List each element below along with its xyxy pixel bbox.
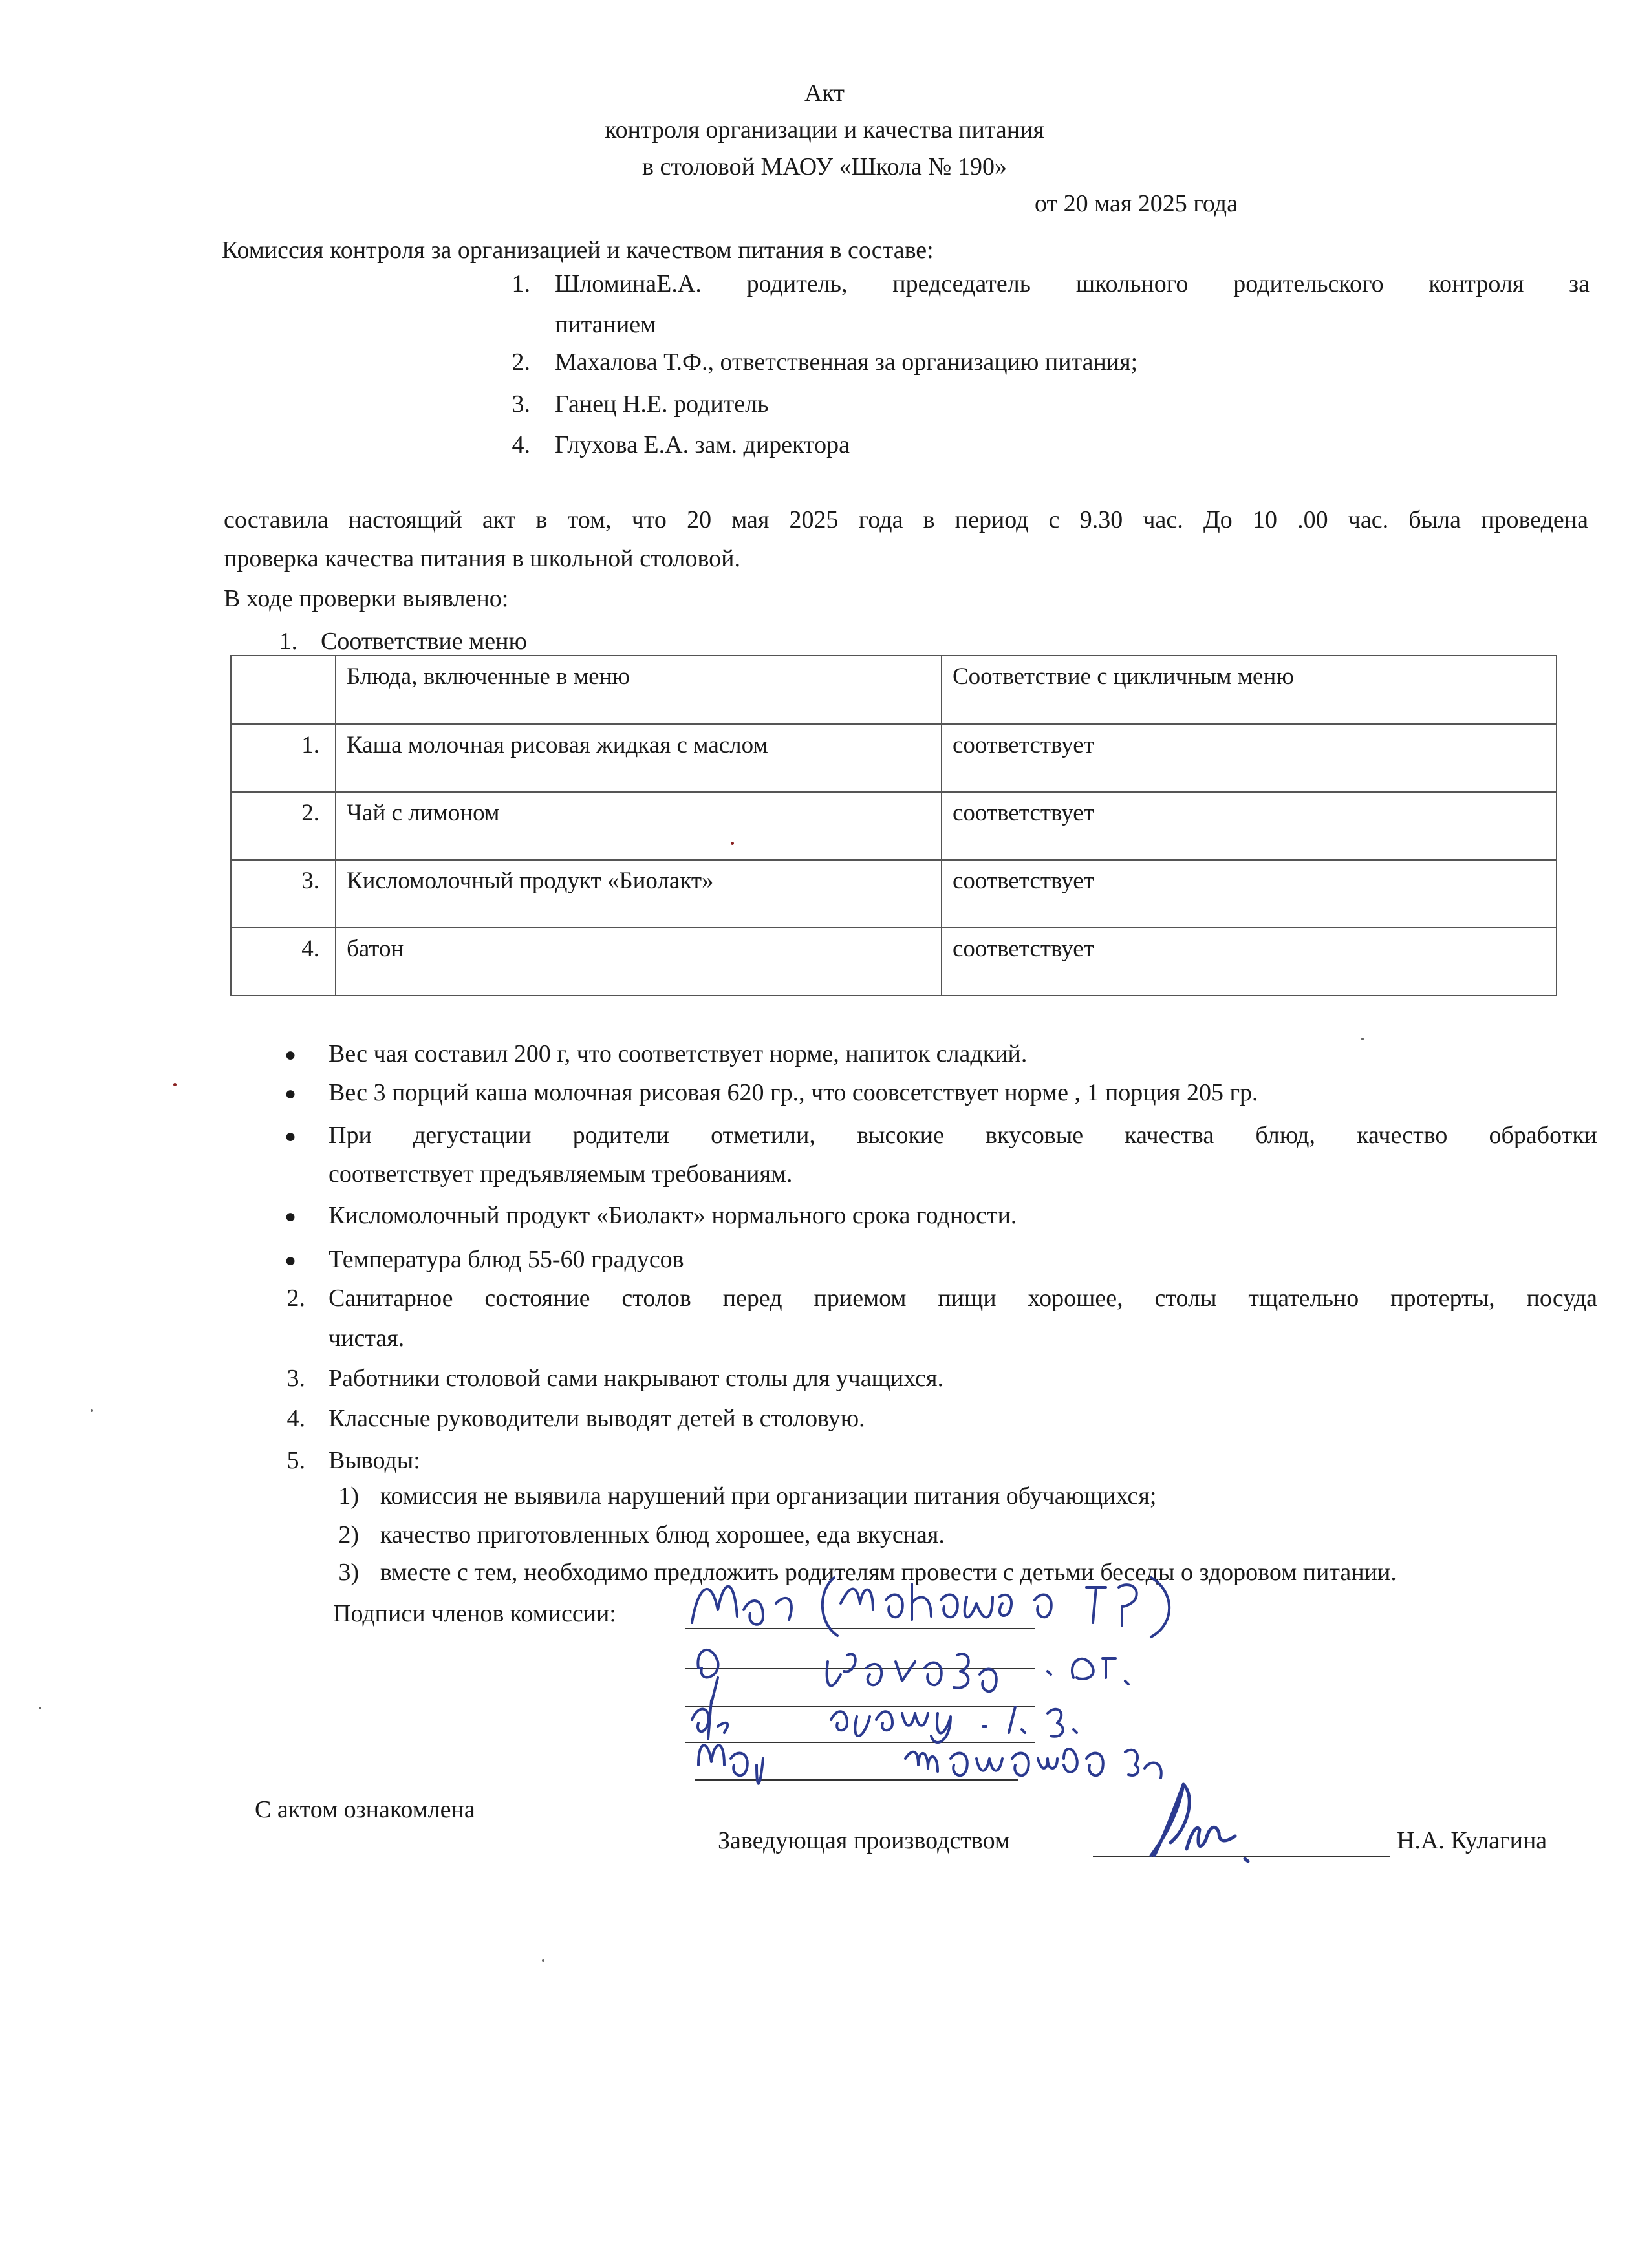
bullet-item-cont: соответствует предъявляемым требованиям. [329,1161,793,1188]
numbered-item: Санитарное состояние столов перед приемом пищи хорошее, столы тщательно протерты, посуда [329,1285,1597,1312]
numbered-item: Классные руководители выводят детей в столовую. [329,1405,865,1432]
table-row [231,928,1557,996]
table-cell-num: 3. [231,860,336,928]
table-header-row [231,656,1557,724]
document-subtitle-2: в столовой МАОУ «Школа № 190» [642,153,1007,180]
acknowledgement-label: С актом ознакомлена [255,1796,475,1823]
bullet-icon: ● [285,1206,297,1227]
act-paragraph-line-1: составила настоящий акт в том, что 20 мая 2025 года в период с 9.30 час. До 10 .00 час. была проведена [224,506,1588,533]
manager-name: Н.А. Кулагина [1397,1827,1547,1854]
scan-speck [39,1707,41,1709]
signature-mark [692,1700,1077,1742]
member-4: Глухова Е.А. зам. директора [555,431,850,458]
table-cell-status: соответствует [942,928,1557,996]
table-cell-status: соответствует [942,792,1557,860]
findings-heading: В ходе проверки выявлено: [224,585,509,612]
bullet-item: Кисломолочный продукт «Биолакт» нормального срока годности. [329,1202,1017,1229]
scan-speck [173,1083,177,1086]
signatures-label: Подписи членов комиссии: [333,1600,616,1627]
act-paragraph-line-2: проверка качества питания в школьной столовой. [224,545,741,572]
manager-role: Заведующая производством [718,1827,1010,1854]
bullet-icon: ● [285,1044,297,1065]
document-date: от 20 мая 2025 года [1035,190,1238,217]
member-2: Махалова Т.Ф., ответственная за организацию питания; [555,348,1138,376]
table-cell-dish: Кисломолочный продукт «Биолакт» [336,860,942,928]
menu-table [230,655,1557,996]
table-cell-dish: батон [336,928,942,996]
handwritten-signatures [673,1565,1293,1797]
conclusion-number: 1) [338,1482,359,1510]
table-cell-num: 2. [231,792,336,860]
document-subtitle-1: контроля организации и качества питания [605,116,1044,144]
table-cell-num: 4. [231,928,336,996]
scan-speck [91,1409,93,1412]
section-title: Соответствие меню [321,628,527,655]
member-3: Ганец Н.Е. родитель [555,390,769,418]
bullet-icon: ● [285,1083,297,1104]
member-number: 2. [512,348,530,376]
scan-speck [1361,1038,1364,1040]
numbered-item-cont: чистая. [329,1325,405,1352]
signature-mark [823,1578,1169,1637]
item-number: 3. [286,1365,305,1392]
table-header-cell [231,656,336,724]
conclusion-number: 3) [338,1559,359,1586]
member-1: ШломинаЕ.А. родитель, председатель школьного родительского контроля за [555,270,1590,297]
signature-mark [698,1650,1128,1704]
numbered-item: Работники столовой сами накрывают столы для учащихся. [329,1365,944,1392]
signature-mark [692,1587,792,1625]
signature-mark [698,1745,1161,1784]
item-number: 5. [286,1447,305,1474]
table-cell-num: 1. [231,724,336,792]
manager-signature [1125,1771,1267,1875]
conclusion-item: вместе с тем, необходимо предложить родителям провести с детьми беседы о здоровом питании. [380,1559,1397,1586]
commission-intro: Комиссия контроля за организацией и качеством питания в составе: [222,237,934,264]
bullet-item: Температура блюд 55-60 градусов [329,1246,684,1273]
table-header-cell: Блюда, включенные в меню [336,656,942,724]
member-number: 4. [512,431,530,458]
conclusion-item: комиссия не выявила нарушений при организации питания обучающихся; [380,1482,1157,1510]
bullet-icon: ● [285,1126,297,1147]
item-number: 2. [286,1285,305,1312]
table-row [231,792,1557,860]
bullet-item: Вес чая составил 200 г, что соответствует норме, напиток сладкий. [329,1040,1028,1067]
bullet-item: При дегустации родители отметили, высокие вкусовые качества блюд, качество обработки [329,1122,1597,1149]
signature-mark [1151,1784,1248,1861]
bullet-icon: ● [285,1250,297,1271]
member-number: 3. [512,390,530,418]
table-cell-dish: Каша молочная рисовая жидкая с маслом [336,724,942,792]
table-header-cell: Соответствие с цикличным меню [942,656,1557,724]
table-row [231,860,1557,928]
member-1-cont: питанием [555,311,656,338]
document-title: Акт [804,80,845,107]
conclusion-item: качество приготовленных блюд хорошее, еда вкусная. [380,1521,945,1548]
scan-speck [542,1959,544,1962]
bullet-item: Вес 3 порций каша молочная рисовая 620 гр., что соовсетствует норме , 1 порция 205 гр. [329,1079,1258,1106]
table-row [231,724,1557,792]
table-cell-status: соответствует [942,724,1557,792]
table-cell-status: соответствует [942,860,1557,928]
numbered-item: Выводы: [329,1447,420,1474]
member-number: 1. [512,270,530,297]
item-number: 4. [286,1405,305,1432]
conclusion-number: 2) [338,1521,359,1548]
section-number: 1. [279,628,297,655]
table-cell-dish: Чай с лимоном [336,792,942,860]
scan-speck [731,842,734,845]
